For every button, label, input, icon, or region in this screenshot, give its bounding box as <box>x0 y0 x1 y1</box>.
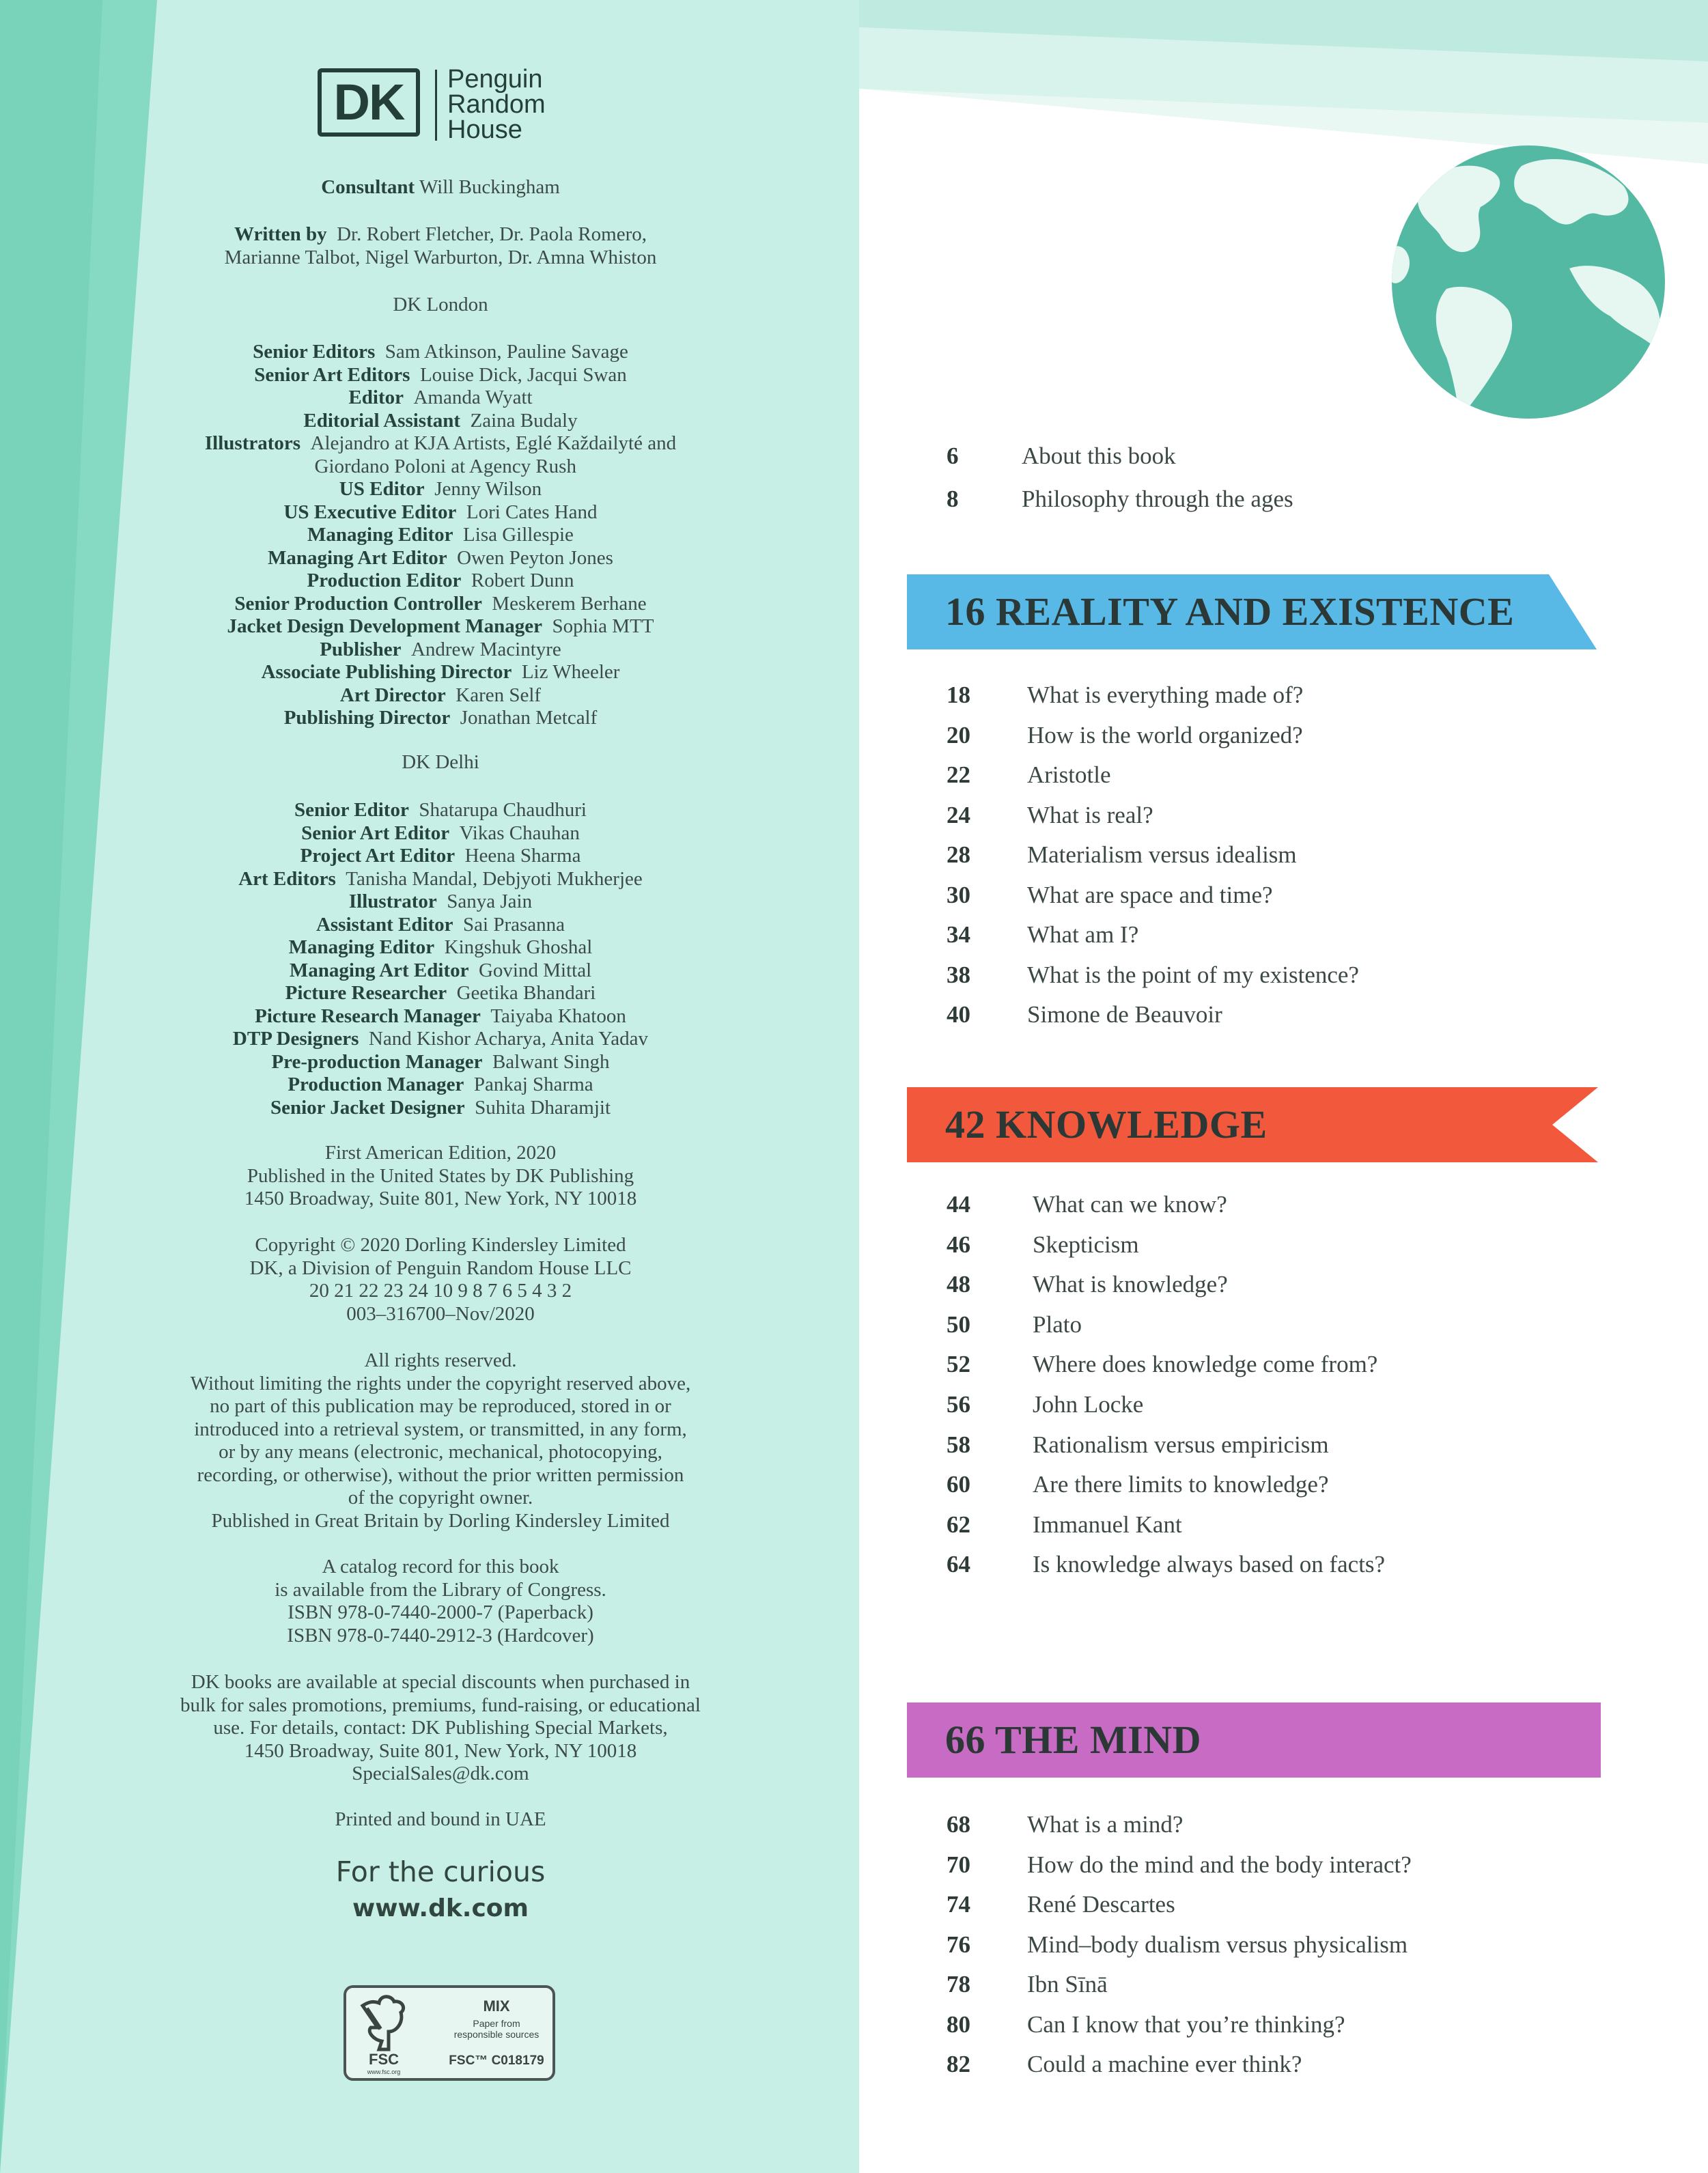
edition-info <box>109 1142 772 1211</box>
credit-name: Govind Mittal <box>478 959 592 981</box>
credit-role: Consultant <box>321 176 415 198</box>
rights-line: introduced into a retrieval system, or transmitted, in any form, <box>194 1418 687 1440</box>
credit-role: Editor <box>348 387 404 408</box>
credit-line <box>96 524 785 547</box>
credit-role: Managing Art Editor <box>289 959 469 981</box>
credit-role: Picture Researcher <box>285 982 447 1004</box>
credit-role: Editorial Assistant <box>303 409 461 432</box>
credit-name: Balwant Singh <box>492 1050 610 1073</box>
credit-role: Illustrator <box>348 891 437 912</box>
toc-page-number: 46 <box>947 1231 970 1258</box>
credit-line <box>96 845 785 868</box>
credit-line <box>96 547 785 570</box>
toc-title: Can I know that you’re thinking? <box>1027 2011 1345 2038</box>
credit-line <box>96 707 785 730</box>
fsc-label: FSC <box>369 2051 399 2068</box>
credit-role: Managing Editor <box>288 936 435 958</box>
credit-name: Lisa Gillespie <box>463 524 574 546</box>
toc-page-number: 38 <box>947 962 970 988</box>
credit-name: Jonathan Metcalf <box>460 707 598 729</box>
toc-page-number: 6 <box>947 443 959 469</box>
publisher-line: House <box>447 115 522 144</box>
credit-role: Senior Jacket Designer <box>270 1096 465 1119</box>
credit-role: Picture Research Manager <box>255 1005 481 1027</box>
toc-title: Are there limits to knowledge? <box>1033 1471 1329 1498</box>
toc-page-number: 70 <box>947 1851 970 1878</box>
toc-title: What is knowledge? <box>1033 1271 1228 1298</box>
publisher-line: Random <box>447 90 546 119</box>
credit-name: Pankaj Sharma <box>473 1074 593 1095</box>
credit-line <box>96 478 785 501</box>
credit-line <box>96 959 785 983</box>
rights-line: Published in Great Britain by Dorling Kindersley Limited <box>211 1509 670 1532</box>
credit-role: Art Editors <box>238 867 336 890</box>
publisher-name <box>447 67 546 143</box>
fsc-url: www.fsc.org <box>367 2069 401 2075</box>
rights-line: All rights reserved. <box>364 1349 517 1371</box>
sales-line: use. For details, contact: DK Publishing Special Markets, <box>213 1717 668 1739</box>
dk-delhi-credits <box>96 799 785 1119</box>
edition-line: First American Edition, 2020 <box>324 1142 557 1164</box>
credit-name: Vikas Chauhan <box>459 822 580 844</box>
credit-line <box>96 1005 785 1028</box>
credit-role: Senior Art Editor <box>301 822 450 844</box>
rights-line: recording, or otherwise), without the prior written permission <box>197 1463 684 1486</box>
toc-title: Philosophy through the ages <box>1022 486 1293 512</box>
credit-name: Alejandro at KJA Artists, Eglé Každailyté and <box>310 432 677 454</box>
globe-icon <box>1392 145 1665 419</box>
toc-title: Plato <box>1033 1311 1082 1338</box>
credit-role: Associate Publishing Director <box>261 661 512 683</box>
credit-name: Liz Wheeler <box>521 661 620 683</box>
toc-title: Ibn Sīnā <box>1027 1971 1108 1997</box>
credit-line <box>96 982 785 1005</box>
credit-name: Shatarupa Chaudhuri <box>419 799 587 821</box>
credit-role: Written by <box>234 223 327 245</box>
toc-page-number: 78 <box>947 1971 970 1997</box>
toc-title: René Descartes <box>1027 1891 1175 1918</box>
credit-name: Taiyaba Khatoon <box>490 1005 626 1027</box>
toc-page-number: 56 <box>947 1391 970 1418</box>
toc-title: Could a machine ever think? <box>1027 2051 1302 2077</box>
fsc-code: FSC™ C018179 <box>449 2053 544 2068</box>
dk-delhi-heading: DK Delhi <box>402 751 479 773</box>
rights-line: of the copyright owner. <box>348 1487 533 1509</box>
dk-penguin-random-house-logo <box>318 65 563 144</box>
dk-logo-mark: DK <box>318 68 420 137</box>
credit-name: Dr. Robert Fletcher, Dr. Paola Romero, <box>337 223 647 245</box>
section-title: 66 THE MIND <box>945 1718 1202 1762</box>
toc-page-number: 48 <box>947 1271 970 1298</box>
credit-role: Publisher <box>320 638 402 660</box>
credit-role: Senior Editor <box>294 799 409 821</box>
credit-name: Karen Self <box>456 684 542 706</box>
printed-info: Printed and bound in UAE <box>335 1808 546 1830</box>
credit-line <box>96 1074 785 1097</box>
credit-name: Geetika Bhandari <box>456 982 596 1004</box>
section-title: 42 KNOWLEDGE <box>945 1102 1268 1147</box>
credit-role: Senior Art Editors <box>254 363 410 386</box>
toc-title: Aristotle <box>1027 761 1111 788</box>
toc-title: What is everything made of? <box>1027 682 1304 708</box>
section-title: 16 REALITY AND EXISTENCE <box>945 589 1515 634</box>
toc-page-number: 64 <box>947 1551 970 1578</box>
credit-name: Robert Dunn <box>471 570 574 591</box>
credit-line <box>96 936 785 959</box>
fsc-paper-text <box>442 2018 551 2040</box>
tagline: For the curious <box>335 1855 546 1888</box>
catalog-info <box>109 1556 772 1647</box>
credit-role: Publishing Director <box>283 707 451 729</box>
credit-role: Senior Production Controller <box>234 592 482 615</box>
toc-title: Simone de Beauvoir <box>1027 1001 1222 1028</box>
credit-line <box>96 1051 785 1074</box>
credit-line <box>96 1028 785 1051</box>
credit-role: Senior Editors <box>253 341 376 363</box>
credit-line <box>96 661 785 684</box>
credit-name: Sophia MTT <box>552 615 654 637</box>
toc-page-number: 8 <box>947 486 959 512</box>
toc-title: What is a mind? <box>1027 1811 1184 1838</box>
credit-line <box>96 1097 785 1120</box>
toc-title: What is the point of my existence? <box>1027 962 1359 988</box>
toc-page-number: 24 <box>947 802 970 828</box>
section-banner-mind[interactable] <box>907 1702 1601 1778</box>
credit-role: Project Art Editor <box>300 845 456 867</box>
credit-role: Assistant Editor <box>316 913 453 936</box>
toc-page-number: 80 <box>947 2011 970 2038</box>
dk-london-credits <box>96 341 785 730</box>
credit-name: Meskerem Berhane <box>492 592 647 615</box>
credit-name: Zaina Budaly <box>470 409 578 432</box>
toc-page-number: 22 <box>947 761 970 788</box>
toc-page-number: 76 <box>947 1931 970 1958</box>
section-banner-reality[interactable] <box>907 574 1597 649</box>
credit-line <box>96 639 785 662</box>
credit-role: Art Director <box>339 684 446 706</box>
credit-line <box>96 410 785 433</box>
toc-title: Skepticism <box>1033 1231 1139 1258</box>
copyright-line: DK, a Division of Penguin Random House LLC <box>249 1257 632 1279</box>
credit-line <box>96 570 785 593</box>
credit-name: Andrew Macintyre <box>410 638 561 660</box>
credit-name: Suhita Dharamjit <box>475 1096 611 1119</box>
catalog-line: ISBN 978-0-7440-2912-3 (Hardcover) <box>287 1624 594 1646</box>
toc-page-number: 82 <box>947 2051 970 2077</box>
rights-line: or by any means (electronic, mechanical, photocopying, <box>219 1441 662 1463</box>
credit-role: DTP Designers <box>232 1028 359 1050</box>
copyright-line: 003–316700–Nov/2020 <box>346 1302 535 1325</box>
toc-title: How is the world organized? <box>1027 722 1303 748</box>
toc-page-number: 62 <box>947 1511 970 1538</box>
toc-page-number: 60 <box>947 1471 970 1498</box>
sales-line: DK books are available at special discounts when purchased in <box>191 1671 690 1693</box>
credit-line <box>96 891 785 914</box>
dk-london-heading: DK London <box>393 294 488 316</box>
toc-title: Immanuel Kant <box>1033 1511 1182 1538</box>
credit-line <box>96 455 785 479</box>
credit-line <box>96 822 785 845</box>
credit-line <box>96 684 785 707</box>
toc-title: About this book <box>1022 443 1176 469</box>
toc-page-number: 30 <box>947 882 970 908</box>
credit-name: Sai Prasanna <box>463 913 565 936</box>
credit-role: US Editor <box>339 478 425 500</box>
credit-role: Managing Editor <box>307 524 453 546</box>
edition-line: 1450 Broadway, Suite 801, New York, NY 10018 <box>244 1188 637 1209</box>
credit-name: Owen Peyton Jones <box>457 546 613 569</box>
toc-title: John Locke <box>1033 1391 1144 1418</box>
toc-page-number: 52 <box>947 1351 970 1377</box>
credit-role: Pre-production Manager <box>271 1050 483 1073</box>
fsc-certification-badge <box>344 1985 555 2081</box>
toc-page-number: 40 <box>947 1001 970 1028</box>
logo-divider <box>435 70 437 141</box>
fsc-paper-line: Paper from <box>473 2018 520 2029</box>
credit-name: Nand Kishor Acharya, Anita Yadav <box>368 1028 649 1050</box>
catalog-line: is available from the Library of Congress. <box>275 1578 606 1601</box>
credit-name: Will Buckingham <box>419 176 560 198</box>
credit-name: Marianne Talbot, Nigel Warburton, Dr. Amna Whiston <box>224 246 657 268</box>
toc-title: How do the mind and the body interact? <box>1027 1851 1412 1878</box>
edition-line: Published in the United States by DK Publishing <box>247 1164 634 1187</box>
toc-title: Rationalism versus empiricism <box>1033 1431 1329 1458</box>
credit-name: Kingshuk Ghoshal <box>444 936 593 958</box>
credit-name: Giordano Poloni at Agency Rush <box>314 455 576 477</box>
credit-role: Production Manager <box>288 1074 464 1095</box>
credit-name: Amanda Wyatt <box>413 387 533 408</box>
credit-line <box>96 799 785 822</box>
toc-title: Is knowledge always based on facts? <box>1033 1551 1386 1578</box>
toc-title: What are space and time? <box>1027 882 1273 908</box>
toc-page-number: 44 <box>947 1191 970 1218</box>
publisher-line: Penguin <box>447 65 543 94</box>
consultant-credit <box>96 176 785 199</box>
credit-line <box>96 364 785 387</box>
credit-name: Jenny Wilson <box>434 478 542 500</box>
credit-line <box>96 615 785 639</box>
toc-title: What can we know? <box>1033 1191 1227 1218</box>
toc-title: Materialism versus idealism <box>1027 841 1297 868</box>
credit-name: Tanisha Mandal, Debjyoti Mukherjee <box>346 867 643 890</box>
credit-role: Production Editor <box>307 570 462 591</box>
credit-name: Heena Sharma <box>464 845 581 867</box>
toc-page-number: 20 <box>947 722 970 748</box>
credit-name: Louise Dick, Jacqui Swan <box>419 363 627 386</box>
toc-page-number: 28 <box>947 841 970 868</box>
authors-credit <box>96 223 785 269</box>
rights-line: no part of this publication may be reproduced, stored in or <box>210 1395 671 1417</box>
website-link[interactable]: www.dk.com <box>352 1894 529 1922</box>
toc-page-number: 34 <box>947 921 970 948</box>
toc-title: Mind–body dualism versus physicalism <box>1027 1931 1408 1958</box>
credit-name: Sanya Jain <box>447 891 533 912</box>
catalog-line: A catalog record for this book <box>322 1556 559 1578</box>
section-banner-knowledge[interactable] <box>907 1087 1598 1162</box>
credit-line <box>96 501 785 524</box>
sales-line: bulk for sales promotions, premiums, fund-raising, or educational <box>180 1694 701 1716</box>
credit-line <box>96 914 785 937</box>
credit-role: Illustrators <box>204 432 301 454</box>
special-sales-info <box>109 1671 772 1786</box>
credit-line <box>96 387 785 410</box>
copyright-line: Copyright © 2020 Dorling Kindersley Limited <box>255 1234 626 1256</box>
toc-page-number: 18 <box>947 682 970 708</box>
rights-info <box>109 1349 772 1532</box>
copyright-line: 20 21 22 23 24 10 9 8 7 6 5 4 3 2 <box>309 1280 572 1302</box>
fsc-mix: MIX <box>483 1997 510 2015</box>
credit-role: Managing Art Editor <box>268 546 447 569</box>
fsc-paper-line: responsible sources <box>453 2029 540 2040</box>
sales-line: 1450 Broadway, Suite 801, New York, NY 10018 <box>244 1739 637 1762</box>
credit-name: Sam Atkinson, Pauline Savage <box>384 341 628 363</box>
toc-title: What am I? <box>1027 921 1139 948</box>
rights-line: Without limiting the rights under the copyright reserved above, <box>190 1372 691 1394</box>
credit-line <box>96 868 785 891</box>
toc-title: What is real? <box>1027 802 1153 828</box>
sales-email: SpecialSales@dk.com <box>352 1763 529 1784</box>
credit-role: Jacket Design Development Manager <box>227 615 542 637</box>
toc-title: Where does knowledge come from? <box>1033 1351 1378 1377</box>
toc-page-number: 74 <box>947 1891 970 1918</box>
credit-line <box>96 341 785 364</box>
toc-page-number: 50 <box>947 1311 970 1338</box>
copyright-info <box>109 1234 772 1326</box>
catalog-line: ISBN 978-0-7440-2000-7 (Paperback) <box>288 1601 593 1623</box>
credit-line <box>96 432 785 455</box>
credit-line <box>96 593 785 616</box>
credit-role: US Executive Editor <box>283 501 457 523</box>
credit-name: Lori Cates Hand <box>466 501 598 523</box>
toc-page-number: 68 <box>947 1811 970 1838</box>
toc-page-number: 58 <box>947 1431 970 1458</box>
